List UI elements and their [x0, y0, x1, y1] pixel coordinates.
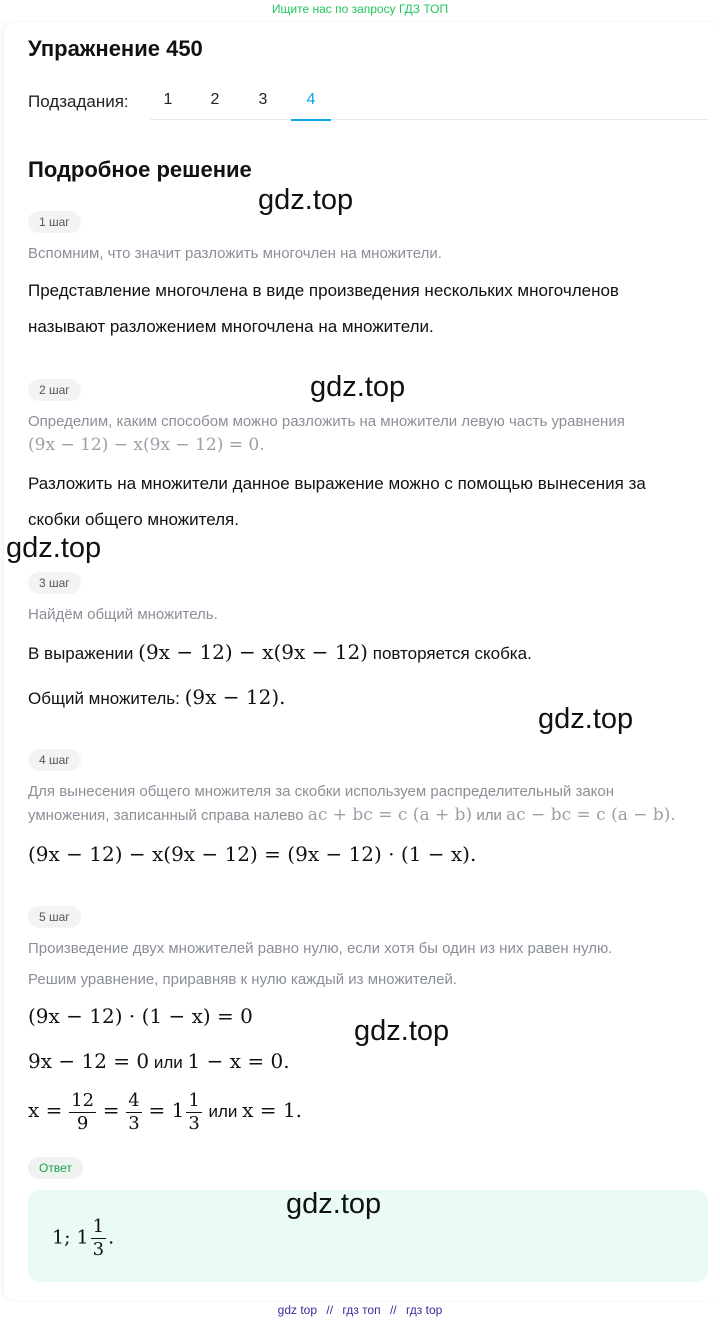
- answer-fraction: [91, 1216, 106, 1261]
- step-2-text-line2: скобки общего множителя.: [28, 510, 239, 529]
- step-2-hint-formula: [28, 434, 708, 457]
- step-3-text-line1: [28, 634, 708, 672]
- footer-link-gdz-top-mixed[interactable]: гдз top: [405, 1303, 443, 1317]
- fraction-denominator: 3: [128, 1113, 140, 1135]
- watermark: gdz.top: [354, 1015, 450, 1047]
- step-3-text1-post: повторяется скобка.: [372, 644, 532, 663]
- step-5-eq2-b: 1 − x = 0.: [187, 1049, 290, 1073]
- step-1-hint: Вспомним, что значит разложить многочлен на множители.: [28, 245, 442, 262]
- watermark: gdz.top: [310, 371, 406, 403]
- step-3-text2-math: (9x − 12).: [184, 685, 286, 709]
- subtask-tab-2[interactable]: 2: [210, 91, 220, 108]
- step-4-hint-line1: Для вынесения общего множителя за скобки используем распределительный закон: [28, 783, 615, 800]
- subtask-tab-1[interactable]: 1: [163, 91, 173, 108]
- answer-pre: 1; 1: [52, 1226, 89, 1249]
- subtask-tab-3[interactable]: 3: [258, 91, 268, 108]
- watermark: gdz.top: [538, 703, 634, 735]
- fraction-denominator: 3: [92, 1239, 105, 1260]
- step-5-hint-line2: Решим уравнение, приравняв к нулю каждый из множителей.: [28, 971, 458, 988]
- step-3-text1-math: (9x − 12) − x(9x − 12): [138, 640, 368, 664]
- fraction-numerator: 12: [71, 1090, 95, 1112]
- subtasks-label: Подзадания:: [28, 92, 129, 111]
- footer-link-gdz-top[interactable]: gdz top: [277, 1303, 318, 1317]
- step-1-text-line1: Представление многочлена в виде произведения нескольких многочленов: [28, 281, 619, 300]
- watermark: gdz.top: [6, 532, 102, 564]
- subtask-tab-4[interactable]: 4: [291, 91, 331, 121]
- fraction-numerator: 1: [188, 1090, 200, 1112]
- step-badge-4: 4 шаг: [28, 749, 81, 771]
- step-5-eq2-or: или: [153, 1053, 183, 1072]
- step-badge-3: 3 шаг: [28, 572, 81, 594]
- step-4-hint2-pre: умножения, записанный справа налево: [28, 807, 304, 824]
- step-5-eq2-line: [28, 1043, 708, 1081]
- step-5-eq3-equals: =: [102, 1098, 120, 1122]
- step-5-eq3-line: [28, 1086, 708, 1136]
- step-3-hint: Найдём общий множитель.: [28, 606, 218, 623]
- step-4-hint2-math2: ac − bc = c (a − b).: [506, 805, 676, 825]
- step-5-eq3-equals-mixed: = 1: [148, 1098, 185, 1122]
- step-5-eq1: (9x − 12) · (1 − x) = 0: [28, 1004, 253, 1028]
- step-3-text2-pre: Общий множитель:: [28, 689, 180, 708]
- step-badge-1: 1 шаг: [28, 211, 81, 233]
- footer-separator: //: [389, 1303, 397, 1317]
- answer-badge: Ответ: [28, 1157, 83, 1179]
- step-2-hint-math: (9x − 12) − x(9x − 12) = 0.: [28, 435, 265, 455]
- step-badge-2: 2 шаг: [28, 379, 81, 401]
- step-5-eq2-a: 9x − 12 = 0: [28, 1049, 150, 1073]
- fraction-numerator: 4: [128, 1090, 140, 1112]
- step-2-text-line1: Разложить на множители данное выражение можно с помощью вынесения за: [28, 474, 646, 493]
- step-4-hint2-math1: ac + bc = c (a + b): [307, 805, 473, 825]
- watermark: gdz.top: [258, 184, 354, 216]
- footer-link-gdz-top-ru[interactable]: гдз топ: [342, 1303, 381, 1317]
- step-3-text1-pre: В выражении: [28, 644, 134, 663]
- fraction-numerator: 1: [92, 1216, 105, 1237]
- fraction-1-3: [186, 1090, 201, 1135]
- fraction-denominator: 9: [76, 1113, 89, 1135]
- step-1-text-line2: называют разложением многочлена на множители.: [28, 317, 434, 336]
- step-4-formula: (9x − 12) − x(9x − 12) = (9x − 12) · (1 − x).: [28, 842, 477, 866]
- fraction-12-9: [69, 1090, 96, 1135]
- answer-post: .: [108, 1226, 115, 1249]
- solution-heading: Подробное решение: [28, 157, 252, 182]
- step-5-eq3-or: или: [208, 1102, 238, 1121]
- fraction-4-3: [126, 1090, 141, 1135]
- step-badge-5: 5 шаг: [28, 906, 81, 928]
- step-2-hint: Определим, каким способом можно разложить на множители левую часть уравнения: [28, 413, 625, 430]
- watermark: gdz.top: [286, 1188, 382, 1220]
- footer-separator: //: [326, 1303, 334, 1317]
- top-banner: Ищите нас по запросу ГДЗ ТОП: [271, 2, 449, 16]
- footer-links: [0, 1303, 720, 1317]
- step-4-formula-line: [28, 836, 708, 874]
- step-5-hint-line1: Произведение двух множителей равно нулю, если хотя бы один из них равен нулю.: [28, 940, 613, 957]
- subtasks-divider: [150, 119, 708, 120]
- step-5-eq3-x: x =: [28, 1098, 63, 1122]
- answer-value: [52, 1216, 114, 1261]
- exercise-title: Упражнение 450: [28, 36, 203, 61]
- step-4-hint2-or: или: [476, 807, 502, 824]
- step-5-eq3-end: x = 1.: [242, 1098, 302, 1122]
- fraction-denominator: 3: [188, 1113, 200, 1135]
- step-4-hint-line2: [28, 804, 708, 827]
